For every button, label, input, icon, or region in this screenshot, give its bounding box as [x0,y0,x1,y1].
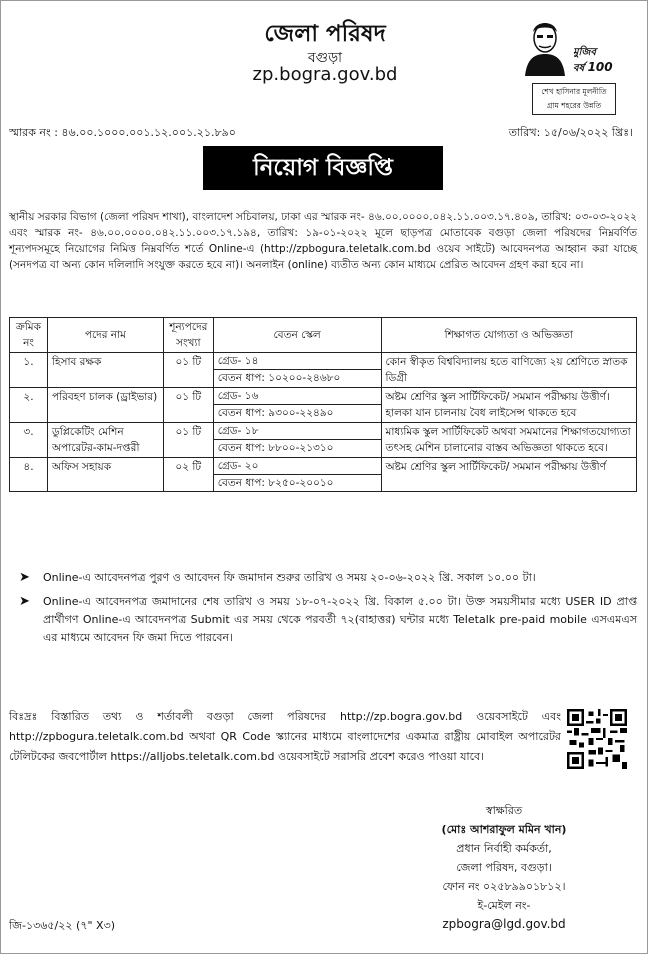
posts-table [9,317,637,492]
table-row [10,388,637,423]
cell-scale [213,353,381,388]
signed-label: স্বাক্ষরিত [485,804,523,817]
cell-scale [213,458,381,492]
table-row [10,353,637,388]
table-row [10,458,637,492]
mujib-borsho-logo [515,14,619,82]
cell-grade: গ্রেড- ১৪ [217,355,259,367]
cell-post: হিসাব রক্ষক [47,353,163,388]
header-vacancy: শূন্যপদের সংখ্যা [163,318,213,353]
signatory-designation: প্রধান নির্বাহী কর্মকর্তা, [456,842,552,855]
notice-banner: নিয়োগ বিজ্ঞপ্তি [203,146,443,190]
intro-paragraph: স্থানীয় সরকার বিভাগ (জেলা পরিষদ শাখা), বাংলাদেশ সচিবালয়, ঢাকা এর স্মারক নং- ৪৬.০০.০০০০.০৪২.১১.০০৩.১৭.৪০৯, তারিখ: ০৩-০৩-২০২২ এবং স্মারক নং- ৪৬.০০.০০০০.০৪২.১১.০০৩.১৭.১৯৪, তারিখ: ১৯-০১-২০২২ মূলে ছাড়পত্র মোতাবেক বগুড়া জেলা পরিষদের নিম্নবর্ণিত শূন্যপদসমূহে নিয়োগের নিমিত্ত নিম্নবর্ণিত শর্তে Online-এ (http://zpbogura.teletalk.com.bd ওয়েব সাইটে) আবেদনপত্র আহ্বান করা যাচ্ছে (সনদপত্র বা অন্য কোন দলিলাদি সংযুক্ত করতে হবে না)। অনলাইন (online) ব্যতীত অন্য কোন মাধ্যমে প্রেরিত আবেদন গ্রহণ করা হবে না। [9,211,637,271]
header-serial: ক্রমিক নং [10,318,48,353]
signatory-office: জেলা পরিষদ, বগুড়া। [456,861,552,874]
list-item [9,593,637,647]
cell-grade: গ্রেড- ১৮ [217,425,259,437]
signatory-phone: ফোন নং ০২৫৮৯৯০১৮১২। [442,880,566,893]
logo-line2: বর্ষ [573,63,585,74]
cell-qualification: অষ্টম শ্রেণির স্কুল সার্টিফিকেট/ সমমান পরীক্ষায় উত্তীর্ণ। হালকা যান চালনায় বৈধ লাইসেন্স থাকতে হবে [381,388,636,423]
cell-pay: বেতন ধাপ: ৮২৫০-২০০১০ [214,474,381,491]
cell-scale [213,423,381,458]
slogan-line2: গ্রাম শহরের উন্নতি [546,101,602,110]
cell-post: পরিবহণ চালক (ড্রাইভার) [47,388,163,423]
cell-vacancy: ০১ টি [163,353,213,388]
cell-serial: ২. [10,388,48,423]
bullet-text: Online-এ আবেদনপত্র পুরণ ও আবেদন ফি জমাদান শুরুর তারিখ ও সময় ২০-০৬-২০২২ খ্রি. সকাল ১০.০০ টা। [43,571,536,584]
signature-block [389,801,619,934]
footer-code: জি-১৩৬৫/২২ (৭" X৩) [9,919,116,932]
district-name: বগুড়া [307,50,343,66]
logo-number: 100 [587,60,613,74]
arrow-bullet-icon: ➤ [19,594,30,609]
table-header-row [10,318,637,353]
cell-serial: ১. [10,353,48,388]
cell-post: ডুপ্লিকেটিং মেশিন অপারেটর-কাম-দপ্তরী [47,423,163,458]
header-post: পদের নাম [47,318,163,353]
cell-pay: বেতন ধাপ: ৯৩০০-২২৪৯০ [214,404,381,421]
cell-serial: ৩. [10,423,48,458]
portrait-icon [517,14,573,76]
email-label: ই-মেইল নং- [477,899,531,912]
cell-scale [213,388,381,423]
cell-vacancy: ০২ টি [163,458,213,492]
signatory-name: (মোঃ আশরাফুল মমিন খান) [441,823,567,836]
cell-pay: বেতন ধাপ: ৮৮০০-২১৩১০ [214,439,381,456]
cell-pay: বেতন ধাপ: ১০২০০-২৪৬৮০ [214,369,381,386]
header-qualification: শিক্ষাগত যোগ্যতা ও অভিজ্ঞতা [381,318,636,353]
slogan-box [532,83,616,115]
office-website: zp.bogra.gov.bd [252,64,398,85]
table-row [10,423,637,458]
qr-code-icon[interactable] [567,709,627,769]
cell-serial: ৪. [10,458,48,492]
logo-line1: মুজিব [573,47,596,58]
notice-date: তারিখ: ১৫/০৬/২০২২ খ্রিঃ। [508,126,633,139]
office-title: জেলা পরিষদ [264,21,386,47]
bullet-list [9,569,637,653]
arrow-bullet-icon: ➤ [19,570,30,585]
cell-qualification: মাধ্যমিক স্কুল সার্টিফিকেট অথবা সমমানের শিক্ষাগতযোগ্যতা তৎসহ মেশিন চালানোর বাস্তব অভিজ্ঞতা থাকতে হবে। [381,423,636,458]
cell-grade: গ্রেড- ২০ [217,460,259,472]
cell-vacancy: ০১ টি [163,423,213,458]
bullet-text: Online-এ আবেদনপত্র জমাদানের শেষ তারিখ ও সময় ১৮-০৭-২০২২ খ্রি. বিকাল ৫.০০ টা। উক্ত সময়সীমার মধ্যে USER ID প্রাপ্ত প্রার্থীগণ Online-এ আবেদনপত্র Submit এর সময় থেকে পরবর্তী ৭২(বাহাত্তর) ঘন্টার মধ্যে Teletalk pre-paid mobile এসএমএস এর মাধ্যমে আবেদন ফি জমা দিতে পারবেন। [43,595,637,644]
cell-qualification: অষ্টম শ্রেণির স্কুল সার্টিফিকেট/ সমমান পরীক্ষায় উত্তীর্ণ [381,458,636,492]
header-scale: বেতন স্কেল [213,318,381,353]
cell-post: অফিস সহায়ক [47,458,163,492]
list-item [9,569,637,587]
note-paragraph: বিঃদ্রঃ বিস্তারিত তথ্য ও শর্তাবলী বগুড়া জেলা পরিষদের http://zp.bogra.gov.bd ওয়েবসাইটে এবং http://zpbogura.teletalk.com.bd অথবা QR Code স্ক্যানের মাধ্যমে বাংলাদেশের একমাত্র রাষ্ট্রীয় মোবাইল অপারেটর টেলিটকের জবপোর্টাল https://alljobs.teletalk.com.bd ওয়েবসাইটে সরাসরি প্রবেশ করেও পাওয়া যাবে। [9,710,561,763]
slogan-line1: শেখ হাসিনার মূলনীতি [541,87,607,96]
cell-qualification: কোন স্বীকৃত বিশ্ববিদ্যালয় হতে বাণিজ্যে ২য় শ্রেণিতে স্নাতক ডিগ্রী [381,353,636,388]
cell-vacancy: ০১ টি [163,388,213,423]
signatory-email: zpbogra@lgd.gov.bd [442,917,566,931]
logo-caption [573,46,619,76]
memo-number: স্মারক নং : ৪৬.০০.১০০০.০০১.১২.০০১.২১.৮৯০ [9,126,236,139]
cell-grade: গ্রেড- ১৬ [217,390,259,402]
